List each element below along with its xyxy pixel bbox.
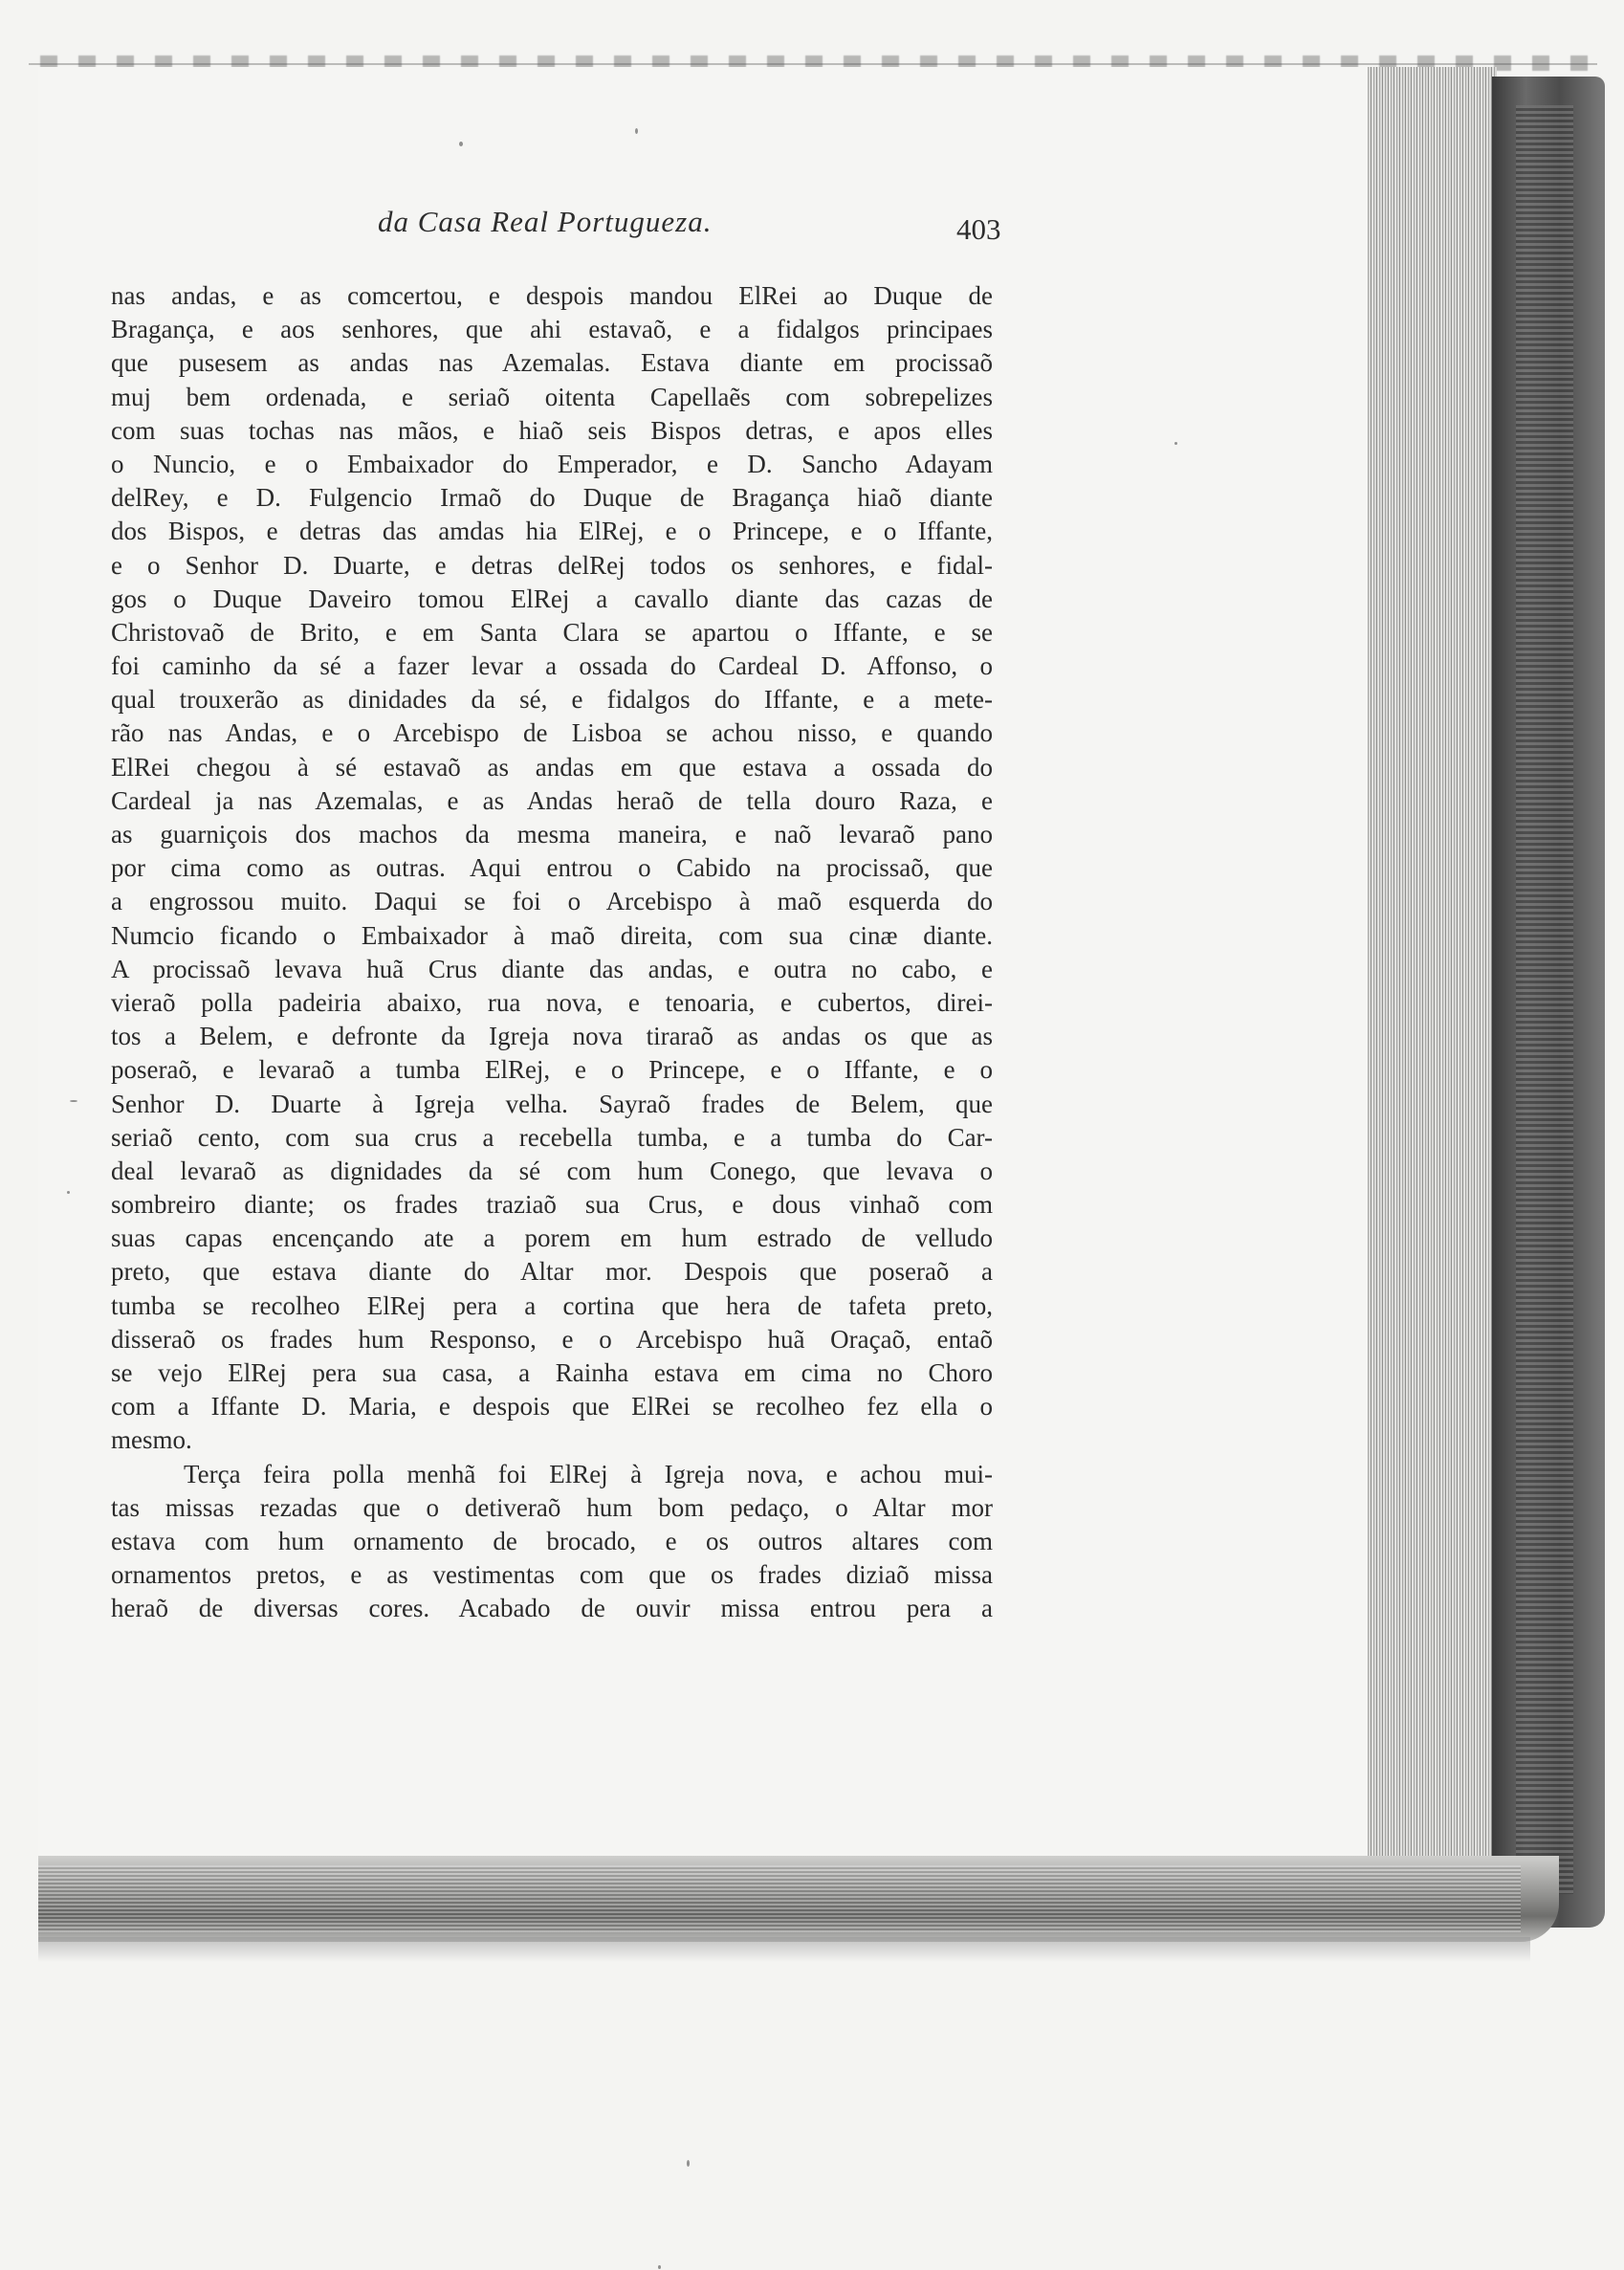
text-line: Cardeal ja nas Azemalas, e as Andas heraõ de tella douro Raza, e (111, 785, 993, 815)
text-line: muj bem ordenada, e seriaõ oitenta Capellaẽs com sobrepelizes (111, 382, 993, 411)
text-line: delRey, e D. Fulgencio Irmaõ do Duque de Bragança hiaõ diante (111, 483, 993, 513)
book-fore-edge (1363, 67, 1497, 1942)
scan-speck (687, 2160, 690, 2167)
text-line: se vejo ElRej pera sua casa, a Rainha estava em cima no Choro (111, 1358, 993, 1387)
text-line: foi caminho da sé a fazer levar a ossada do Cardeal D. Affonso, o (111, 651, 993, 681)
text-line: Bragança, e aos senhores, que ahi estavaõ, e a fidalgos principaes (111, 315, 993, 344)
text-line: suas capas encençando ate a porem em hum estrado de velludo (111, 1223, 993, 1253)
text-line-paragraph-start: Terça feira polla menhã foi ElRej à Igreja nova, e achou mui- (184, 1459, 993, 1488)
text-line: gos o Duque Daveiro tomou ElRej a cavallo diante das cazas de (111, 584, 993, 613)
text-line: ornamentos pretos, e as vestimentas com que os frades diziaõ missa (111, 1560, 993, 1590)
running-head: da Casa Real Portugueza. (378, 205, 713, 238)
text-line: qual trouxerão as dinidades da sé, e fidalgos do Iffante, e a mete- (111, 685, 993, 715)
text-line: tumba se recolheo ElRej pera a cortina que hera de tafeta preto, (111, 1290, 993, 1320)
text-line: heraõ de diversas cores. Acabado de ouvir missa entrou pera a (111, 1594, 993, 1623)
body-text (111, 279, 993, 1626)
text-line: Numcio ficando o Embaixador à maõ direita, com sua cinæ diante. (111, 920, 993, 950)
book-cover-texture (1516, 105, 1573, 1894)
text-line: deal levaraõ as dignidades da sé com hum Conego, que levava o (111, 1156, 993, 1185)
scan-speck (1174, 442, 1177, 445)
scan-speck (459, 142, 463, 146)
text-line: a engrossou muito. Daqui se foi o Arcebispo à maõ esquerda do (111, 887, 993, 916)
text-line: disseraõ os frades hum Responso, e o Arcebispo huã Oraçaõ, entaõ (111, 1324, 993, 1354)
text-line-paragraph-end: mesmo. (111, 1425, 192, 1455)
text-line: vieraõ polla padeiria abaixo, rua nova, e tenoaria, e cubertos, direi- (111, 987, 993, 1017)
text-line: dos Bispos, e detras das amdas hia ElRej, e o Princepe, e o Iffante, (111, 517, 993, 546)
text-line: por cima como as outras. Aqui entrou o Cabido na procissaõ, que (111, 853, 993, 883)
text-line: o Nuncio, e o Embaixador do Emperador, e D. Sancho Adayam (111, 449, 993, 478)
book-shadow (38, 1937, 1530, 1962)
text-line: nas andas, e as comcertou, e despois mandou ElRei ao Duque de (111, 281, 993, 310)
text-line: A procissaõ levava huã Crus diante das andas, e outra no cabo, e (111, 954, 993, 983)
text-line: Senhor D. Duarte à Igreja velha. Sayraõ frades de Belem, que (111, 1089, 993, 1118)
text-line: com suas tochas nas mãos, e hiaõ seis Bispos detras, e apos elles (111, 415, 993, 445)
page-number: 403 (956, 212, 1001, 246)
text-line: sombreiro diante; os frades traziaõ sua Crus, e dous vinhaõ com (111, 1190, 993, 1220)
text-line: com a Iffante D. Maria, e despois que ElRei se recolheo fez ella o (111, 1392, 993, 1422)
scan-speck (635, 128, 638, 134)
text-line: poseraõ, e levaraõ a tumba ElRej, e o Princepe, e o Iffante, e o (111, 1055, 993, 1085)
text-line: Christovaõ de Brito, e em Santa Clara se apartou o Iffante, e se (111, 617, 993, 647)
scan-speck (658, 2265, 661, 2269)
scan-speck (70, 1100, 77, 1102)
text-line: que pusesem as andas nas Azemalas. Estava diante em procissaõ (111, 348, 993, 378)
text-line: estava com hum ornamento de brocado, e os outros altares com (111, 1526, 993, 1555)
text-line: seriaõ cento, com sua crus a recebella tumba, e a tumba do Car- (111, 1122, 993, 1152)
text-line: preto, que estava diante do Altar mor. Despois que poseraõ a (111, 1257, 993, 1287)
text-line: e o Senhor D. Duarte, e detras delRej todos os senhores, e fidal- (111, 550, 993, 580)
text-line: tos a Belem, e defronte da Igreja nova tiraraõ as andas os que as (111, 1022, 993, 1051)
page-top-line (29, 63, 1597, 65)
text-line: rão nas Andas, e o Arcebispo de Lisboa se achou nisso, e quando (111, 718, 993, 748)
scan-speck (67, 1191, 70, 1194)
book-bottom-edge-texture (38, 1865, 1521, 1932)
text-line: as guarniçois dos machos da mesma maneira, e naõ levaraõ pano (111, 820, 993, 848)
text-line: ElRei chegou à sé estavaõ as andas em que estava a ossada do (111, 752, 993, 782)
text-line: tas missas rezadas que o detiveraõ hum bom pedaço, o Altar mor (111, 1492, 993, 1522)
